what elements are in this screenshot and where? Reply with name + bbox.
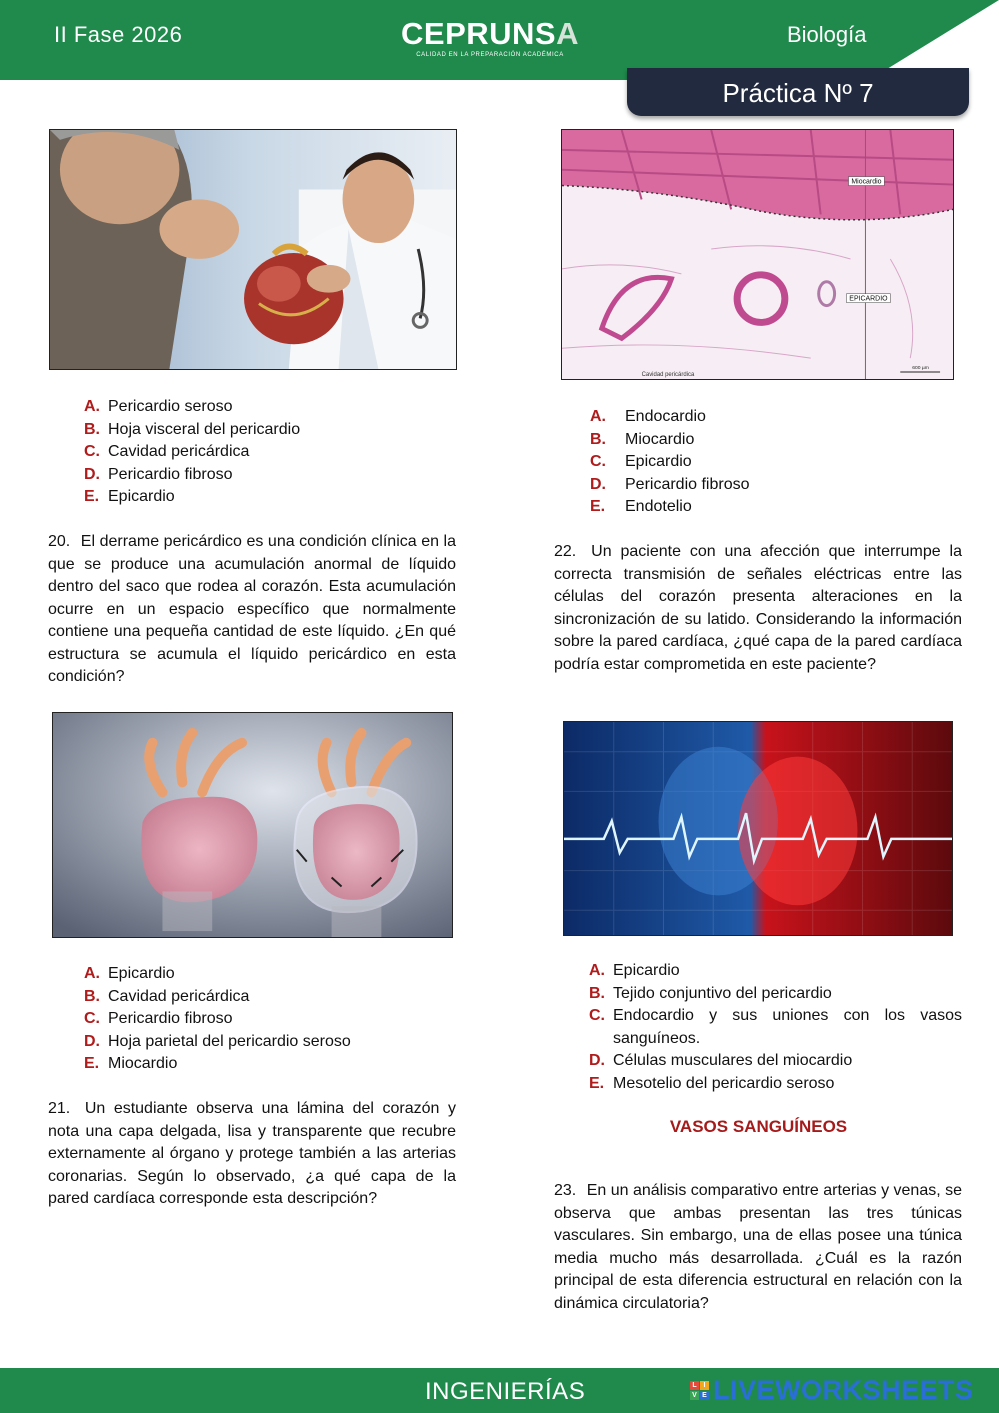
option-d[interactable]: D. Pericardio fibroso: [84, 465, 233, 483]
option-a[interactable]: A. Endocardio: [590, 408, 706, 425]
q19-options: [84, 396, 464, 509]
label-miocardio: Miocardio: [851, 178, 882, 186]
question-number: 23.: [554, 1182, 577, 1199]
option-e[interactable]: E. Epicardio: [84, 488, 175, 505]
question-number: 21.: [48, 1100, 71, 1117]
question-number: 22.: [554, 543, 577, 560]
option-a[interactable]: A. Epicardio: [84, 965, 175, 982]
doctor-heart-image: [49, 129, 457, 370]
option-b[interactable]: B. Tejido conjuntivo del pericardio: [589, 984, 832, 1002]
subject-label: Biología: [787, 22, 867, 47]
question-text: Un paciente con una afección que interrumpe la correcta transmisión de señales eléctricas entre las células del corazón presenta alteraciones en la sincronización de su latido. Considerando la información sobre la pared cardíaca, ¿qué capa de la pared cardíaca podría estar comprometida en este paciente?: [554, 543, 962, 673]
liveworksheets-grid-icon: L I V E: [690, 1381, 709, 1400]
option-c[interactable]: C. Epicardio: [590, 453, 692, 470]
pericardial-effusion-image: [52, 712, 453, 938]
option-b[interactable]: B. Miocardio: [590, 430, 695, 448]
option-c[interactable]: C. Cavidad pericárdica: [84, 443, 250, 460]
question-number: 20.: [48, 533, 71, 550]
option-d[interactable]: D. Células musculares del miocardio: [589, 1052, 853, 1069]
option-c[interactable]: C. Pericardio fibroso: [84, 1010, 233, 1027]
phase-label: II Fase 2026: [54, 22, 183, 47]
liveworksheets-logo[interactable]: [690, 1374, 974, 1406]
ceprunsa-logo: [400, 18, 580, 58]
option-c[interactable]: C. Endocardio y sus uniones con los vasos sanguíneos.: [589, 1007, 962, 1047]
q20-options: [84, 963, 464, 1076]
option-d[interactable]: D. Hoja parietal del pericardio seroso: [84, 1032, 351, 1050]
question-text: En un análisis comparativo entre arterias y venas, se observa que ambas presentan las tres túnicas vasculares. Sin embargo, una de ellas posee una túnica media mucho más desarrollada. ¿Cuál es la razón principal de esta diferencia estructural en relación con la dinámica circulatoria?: [554, 1182, 962, 1312]
label-epicardio: EPICARDIO: [849, 295, 888, 303]
section-title: VASOS SANGUÍNEOS: [669, 1117, 848, 1136]
option-d[interactable]: D. Pericardio fibroso: [590, 475, 750, 493]
q21-options: [590, 406, 970, 519]
question-text: Un estudiante observa una lámina del corazón y nota una capa delgada, lisa y transparente que recubre externamente al órgano y protege también a las arterias coronarias. Según lo observado, ¿a qué capa de la pared cardíaca corresponde esta descripción?: [48, 1100, 456, 1207]
question-21: [48, 1098, 456, 1211]
logo-text: CEPRUNS: [401, 16, 557, 51]
logo-text-last: A: [556, 16, 579, 51]
question-22: [554, 541, 962, 676]
label-cavidad: Cavidad pericárdica: [641, 372, 695, 379]
option-e[interactable]: E. Endotelio: [590, 498, 692, 515]
liveworksheets-text: LIVEWORKSHEETS: [713, 1374, 974, 1405]
page-footer: [0, 1368, 999, 1413]
option-b[interactable]: B. Hoja visceral del pericardio: [84, 420, 301, 438]
ecg-heart-image: [563, 721, 953, 936]
option-a[interactable]: A. Pericardio seroso: [84, 398, 233, 415]
option-a[interactable]: A. Epicardio: [589, 962, 680, 979]
option-e[interactable]: E. Mesotelio del pericardio seroso: [589, 1074, 835, 1092]
option-e[interactable]: E. Miocardio: [84, 1055, 178, 1072]
logo-tagline: CALIDAD EN LA PREPARACIÓN ACADÉMICA: [416, 52, 564, 58]
option-b[interactable]: B. Cavidad pericárdica: [84, 987, 250, 1005]
question-23: [554, 1180, 962, 1315]
question-text: El derrame pericárdico es una condición clínica en la que se produce una acumulación anormal de líquido dentro del saco que rodea al corazón. Esta acumulación ocurre en un espacio específico que normalmente contiene una pequeña cantidad de este líquido. ¿En qué estructura se acumula el líquido pericárdico en esta condición?: [48, 533, 456, 685]
footer-area: INGENIERÍAS: [425, 1378, 586, 1405]
q22-options: [589, 960, 962, 1095]
practice-title: Práctica Nº 7: [627, 68, 969, 116]
label-scale: 600 µm: [912, 366, 929, 372]
histology-image: [561, 129, 954, 380]
question-20: [48, 531, 456, 689]
